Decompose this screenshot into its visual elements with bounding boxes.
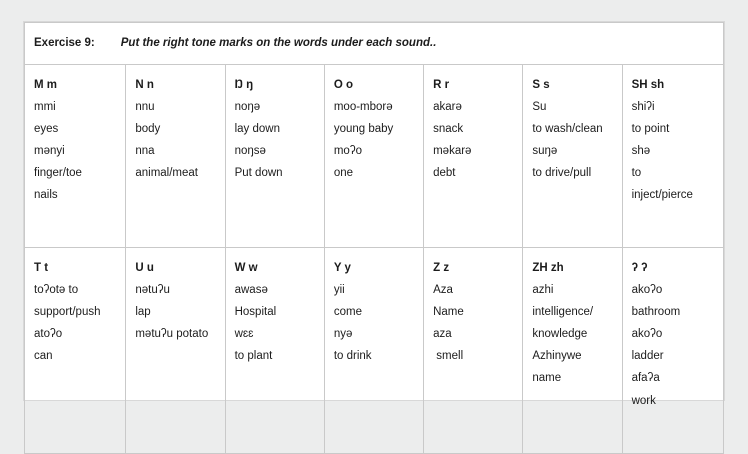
word-item: to wash/clean [532,123,603,136]
word-item: nnu [135,101,155,114]
letter-cell-y [324,248,423,454]
word-item: can [34,350,53,363]
word-item: awasə [234,284,268,297]
word-item: to drive/pull [532,167,592,180]
word-item: to point [631,123,670,136]
letter-cell-u [126,248,225,454]
word-item: shiʔi [631,101,655,114]
exercise-header-row [25,23,724,65]
word-item: Aza [433,284,453,297]
letter-cell-o [324,65,423,248]
exercise-label: Exercise 9: [34,37,95,49]
word-item: shə [631,145,651,158]
word-item: Hospital [234,306,277,319]
word-item: mənyi [34,145,65,158]
letter-header: T t [34,262,49,275]
letter-cell-z [424,248,523,454]
word-item: smell [433,350,464,363]
word-item: afaʔa [631,372,660,385]
exercise-instruction: Put the right tone marks on the words under each sound.. [120,37,437,49]
exercise-table [24,22,724,454]
word-item: to drink [333,350,372,363]
letter-header: U u [135,262,154,275]
letter-cell-t [25,248,126,454]
word-item: wɛɛ [234,328,254,341]
word-item: Su [532,101,547,114]
letter-header: R r [433,79,450,92]
letter-header: N n [135,79,154,92]
word-item: yii [333,284,345,297]
word-item: come [333,306,362,319]
letter-cell-s [523,65,622,248]
word-item: azhi [532,284,554,297]
letter-row-1 [25,65,724,248]
word-item: lap [135,306,151,319]
word-item: intelligence/ [532,306,594,319]
word-item: nətuʔu [135,284,170,297]
word-item: body [135,123,161,136]
word-item: mətuʔu potato [135,328,209,341]
word-item: to plant [234,350,273,363]
word-item: snack [433,123,464,136]
worksheet-page [23,21,725,407]
word-item: suŋə [532,145,558,158]
word-item: nna [135,145,155,158]
word-item: məkarə [433,145,472,158]
letter-cell-r [424,65,523,248]
word-item: atoʔo [34,328,63,341]
word-item: debt [433,167,456,180]
letter-cell-n [126,65,225,248]
word-item: akoʔo [631,328,663,341]
word-item: nails [34,189,58,202]
exercise-header-cell [25,23,724,65]
word-item: lay down [234,123,280,136]
letter-cell-sh [622,65,723,248]
word-item: akarə [433,101,462,114]
word-item: akoʔo [631,284,663,297]
word-item: support/push [34,306,101,319]
word-item: work [631,394,656,407]
letter-header: Z z [433,262,450,275]
word-item: eyes [34,123,59,136]
word-item: young baby moʔo [333,123,397,158]
word-item: ladder [631,350,664,363]
letter-cell-m [25,65,126,248]
word-item: Azhinywe [532,350,582,363]
letter-header: W w [234,262,258,275]
letter-cell-glottal [622,248,723,454]
letter-row-2 [25,248,724,454]
letter-cell-zh [523,248,622,454]
word-item: to [631,167,642,180]
letter-cell-w [225,248,324,454]
word-item: moo-mborə [333,101,393,114]
letter-header: ZH zh [532,262,564,275]
word-item: aza [433,328,452,341]
word-item: noŋsə [234,145,266,158]
word-item: toʔotə to [34,284,79,297]
letter-header: SH sh [631,79,665,92]
word-item: bathroom [631,306,681,319]
letter-header: Y y [333,262,351,275]
letter-header: Ŋ ŋ [234,79,254,92]
letter-cell-eng [225,65,324,248]
word-item: finger/toe [34,167,82,180]
letter-header: S s [532,79,550,92]
word-item: Put down [234,167,283,180]
word-item: Name [433,306,464,319]
word-item: animal/meat [135,167,198,180]
letter-header: ʔ ʔ [631,262,648,275]
word-item: knowledge [532,328,588,341]
word-item: nyə [333,328,353,341]
letter-header: M m [34,79,57,92]
word-item: inject/pierce [631,189,693,202]
word-item: noŋə [234,101,261,114]
letter-header: O o [333,79,354,92]
word-item: one [333,167,354,180]
word-item: name [532,372,562,385]
word-item: mmi [34,101,56,114]
